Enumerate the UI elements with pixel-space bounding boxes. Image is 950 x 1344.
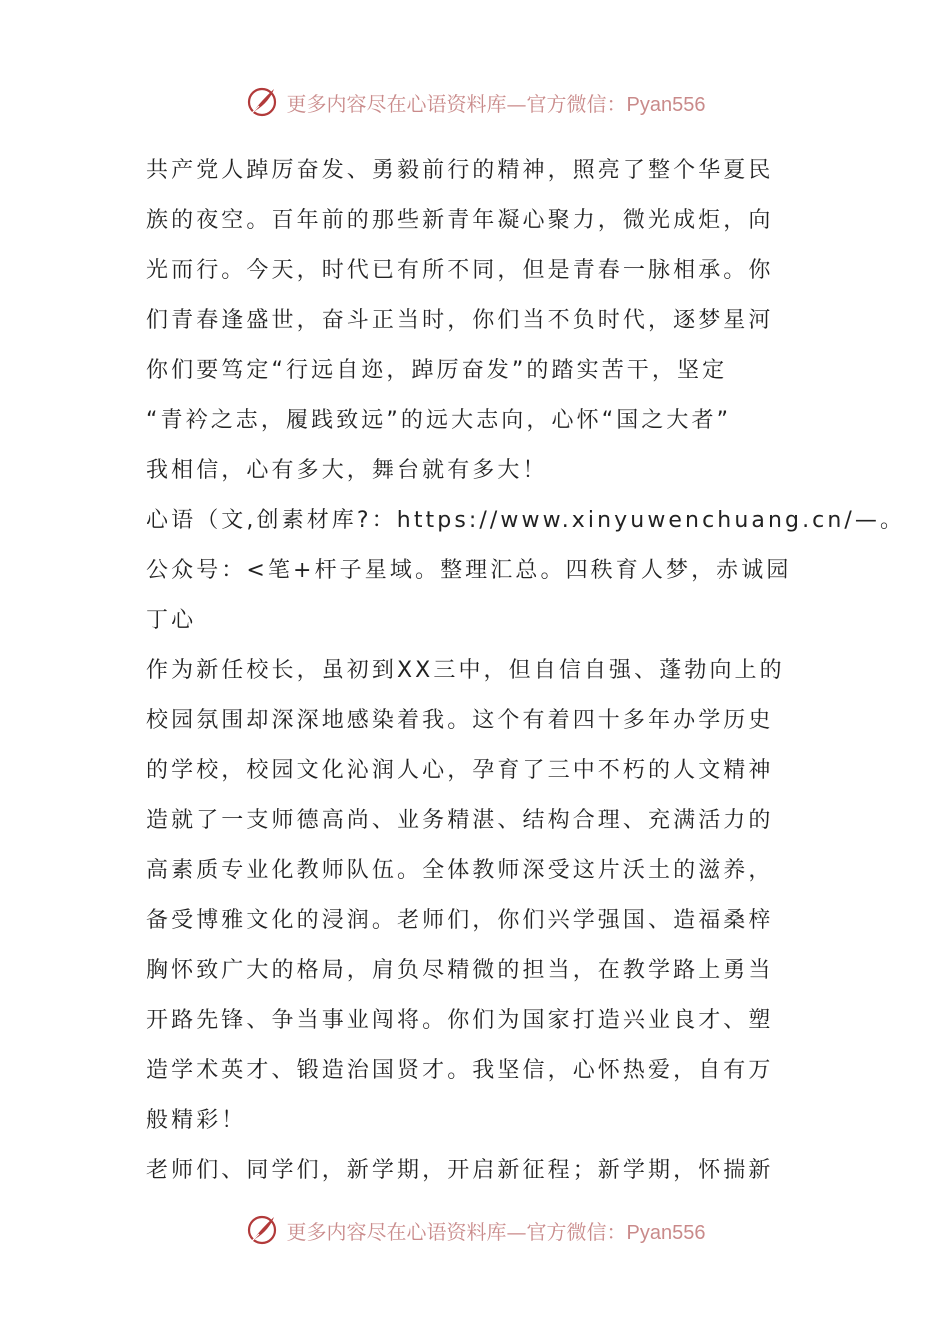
text-line: 造就了一支师德高尚、业务精湛、结构合理、充满活力的 xyxy=(146,808,774,833)
text-line: 开路先锋、争当事业闯将。你们为国家打造兴业良才、塑 xyxy=(146,1008,774,1033)
quill-logo-icon xyxy=(245,1213,279,1247)
text-line: 老师们、同学们，新学期，开启新征程；新学期，怀揣新 xyxy=(146,1158,774,1183)
header-banner xyxy=(0,80,950,124)
text-line: 作为新任校长，虽初到XX三中，但自信自强、蓬勃向上的 xyxy=(146,658,785,683)
text-line: 你们要笃定“行远自迩，踔厉奋发”的踏实苦干，坚定 xyxy=(146,358,728,383)
header-banner-text: 更多内容尽在心语资料库—官方微信：Pyan556 xyxy=(286,91,706,116)
text-line: 们青春逢盛世，奋斗正当时，你们当不负时代，逐梦星河 xyxy=(146,308,774,333)
text-line: 的学校，校园文化沁润人心，孕育了三中不朽的人文精神 xyxy=(146,758,774,783)
text-line: 共产党人踔厉奋发、勇毅前行的精神，照亮了整个华夏民 xyxy=(146,158,774,183)
quill-logo-icon xyxy=(245,85,279,119)
text-line: 校园氛围却深深地感染着我。这个有着四十多年办学历史 xyxy=(146,708,774,733)
text-line: 造学术英才、锻造治国贤才。我坚信，心怀热爱，自有万 xyxy=(146,1058,774,1083)
text-line: 公众号：<笔+杆子星域。整理汇总。四秩育人梦，赤诚园 xyxy=(146,558,792,583)
text-line: 备受博雅文化的浸润。老师们，你们兴学强国、造福桑梓 xyxy=(146,908,774,933)
text-line: 胸怀致广大的格局，肩负尽精微的担当，在教学路上勇当 xyxy=(146,958,774,983)
text-line: “青衿之志，履践致远”的远大志向，心怀“国之大者” xyxy=(146,408,732,433)
text-line: 心语（文,创素材库?：https://www.xinyuwenchuang.cn/—。 xyxy=(146,508,906,533)
text-line: 光而行。今天，时代已有所不同，但是青春一脉相承。你 xyxy=(146,258,774,283)
text-line: 我相信，心有多大，舞台就有多大！ xyxy=(146,458,548,483)
document-body xyxy=(146,146,906,1196)
text-line: 高素质专业化教师队伍。全体教师深受这片沃土的滋养， xyxy=(146,858,774,883)
footer-banner-text: 更多内容尽在心语资料库—官方微信：Pyan556 xyxy=(286,1219,706,1244)
text-line: 般精彩！ xyxy=(146,1108,247,1133)
footer-banner xyxy=(0,1208,950,1252)
text-line: 丁心 xyxy=(146,608,197,633)
text-line: 族的夜空。百年前的那些新青年凝心聚力，微光成炬，向 xyxy=(146,208,774,233)
